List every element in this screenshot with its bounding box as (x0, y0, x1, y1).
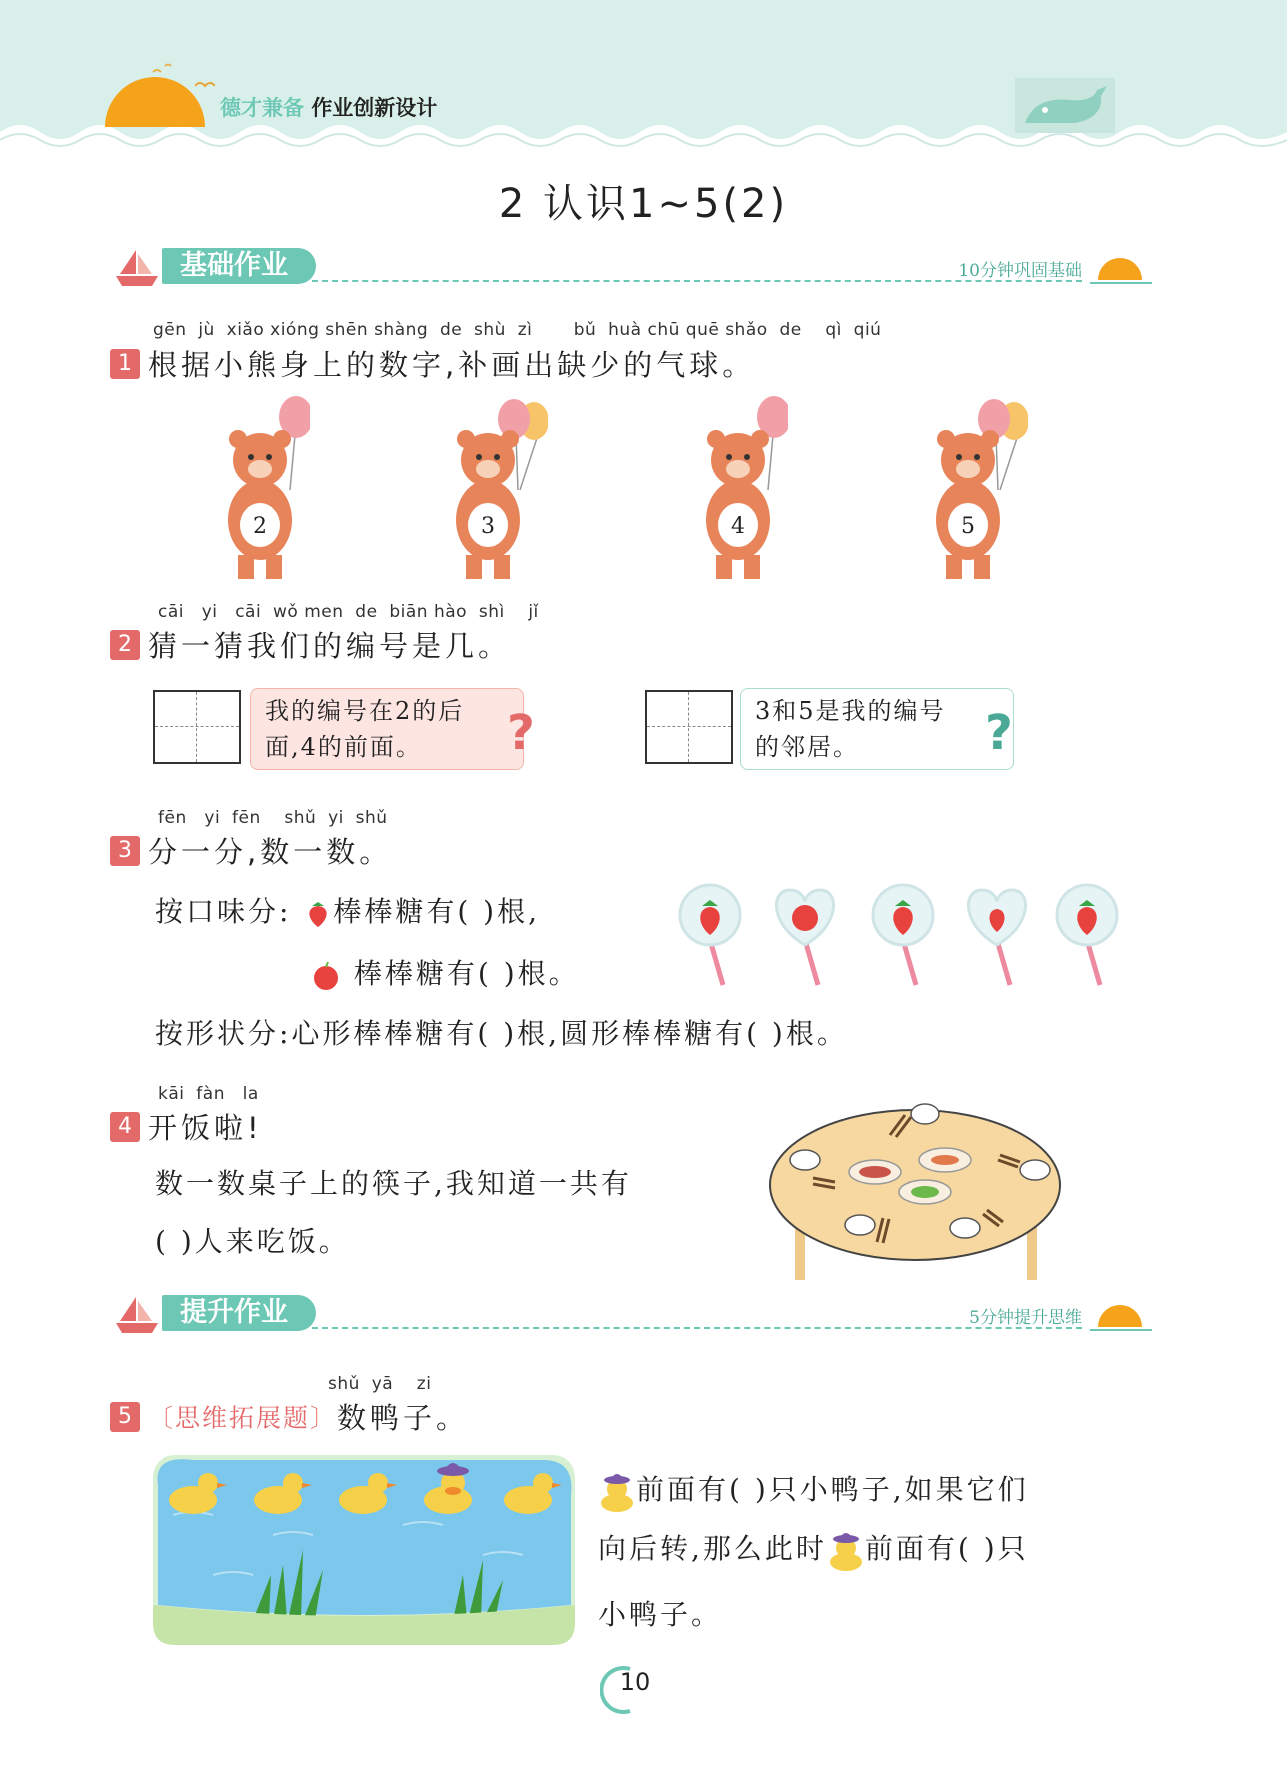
section-advanced-note: 5分钟提升思维 (969, 1308, 1082, 1328)
brand-part1: 德才兼备 (220, 96, 304, 120)
answer-box[interactable] (153, 690, 241, 764)
bear-number: 3 (481, 514, 495, 539)
bird-icon (195, 80, 215, 92)
sunset-icon (1090, 254, 1152, 288)
q5-line2 (598, 1527, 1029, 1572)
strawberry-icon (303, 899, 333, 929)
brand-part2: 作业创新设计 (311, 96, 438, 120)
section-basic-label: 基础作业 (162, 248, 316, 284)
q1-heading (110, 343, 755, 384)
q5-text: 数鸭子。 (337, 1401, 470, 1435)
q2-text: 猜一猜我们的编号是几。 (148, 629, 512, 663)
q5-number: 5 (110, 1402, 140, 1432)
bubble1-line2: 面,4的前面。 (265, 733, 422, 761)
boat-icon (112, 246, 162, 290)
round-strawberry-lollipop (1057, 885, 1117, 985)
apple-icon (310, 960, 342, 992)
page-title: 2 认识1~5(2) (498, 181, 789, 227)
section-advanced-label: 提升作业 (162, 1295, 316, 1331)
heart-strawberry-lollipop (968, 890, 1025, 985)
lollipop-group (675, 880, 1125, 990)
section-basic-note: 10分钟巩固基础 (958, 261, 1082, 281)
bear-number: 2 (253, 514, 267, 539)
sunset-icon (1090, 1301, 1152, 1335)
bubble1-line1: 我的编号在2的后 (265, 697, 465, 725)
q5-line2b-text: 前面有( )只 (864, 1532, 1029, 1565)
question-mark-icon: ? (507, 705, 535, 761)
q5-tag: 〔思维拓展题〕 (148, 1403, 338, 1433)
hat-duck-icon (598, 1471, 636, 1513)
bear-number: 5 (961, 514, 975, 539)
bear-with-balloon (438, 395, 548, 580)
q3-heading (110, 830, 392, 871)
q4-number: 4 (110, 1112, 140, 1142)
q1-number: 1 (110, 349, 140, 379)
round-strawberry-lollipop (680, 885, 740, 985)
q4-text: 开饭啦! (148, 1111, 263, 1145)
section-divider (312, 1327, 1082, 1329)
heart-apple-lollipop (776, 890, 833, 985)
duck-pond (153, 1455, 575, 1645)
q5-line3: 小鸭子。 (598, 1598, 723, 1631)
q3-flavor-prefix: 按口味分: (155, 895, 292, 928)
whale-icon (1015, 78, 1115, 133)
q5-pinyin: shǔ yā zi (328, 1374, 432, 1394)
q5-heading (110, 1396, 469, 1437)
hat-duck-icon (827, 1530, 865, 1572)
round-strawberry-lollipop (873, 885, 933, 985)
q3-text: 分一分,数一数。 (148, 835, 393, 869)
q4-line1: 数一数桌子上的筷子,我知道一共有 (155, 1167, 632, 1200)
answer-box[interactable] (645, 690, 733, 764)
q5-line1-text: 前面有( )只小鸭子,如果它们 (636, 1473, 1029, 1506)
question-mark-icon: ? (985, 705, 1013, 761)
boat-icon (112, 1293, 162, 1337)
q2-heading (110, 624, 511, 665)
section-advanced (112, 1293, 1152, 1337)
q4-line2: ( )人来吃饭。 (155, 1225, 350, 1258)
q4-heading (110, 1106, 263, 1147)
q1-text: 根据小熊身上的数字,补画出缺少的气球。 (148, 348, 756, 382)
speech-bubble-1 (250, 688, 524, 770)
q4-pinyin: kāi fàn la (158, 1084, 259, 1104)
bear-number: 4 (731, 514, 745, 539)
sun-icon (105, 62, 205, 132)
section-basic (112, 246, 1152, 290)
bear-with-balloon (210, 395, 310, 580)
q5-line1 (598, 1468, 1029, 1513)
q3-line2 (310, 952, 580, 992)
q3-apple-count: 棒棒糖有( )根。 (353, 957, 580, 990)
q5-line2a-text: 向后转,那么此时 (598, 1532, 827, 1565)
bear-with-balloon (688, 395, 788, 580)
q1-pinyin: gēn jù xiǎo xióng shēn shàng de shù zì bǔ huà chū quē shǎo de qì qiú (153, 320, 882, 340)
page-number: 10 (619, 1668, 651, 1696)
bubble2-line1: 3和5是我的编号 (755, 697, 946, 725)
bubble2-line2: 的邻居。 (755, 733, 859, 761)
q3-strawberry-count: 棒棒糖有( )根, (333, 895, 540, 928)
dining-table (765, 1100, 1065, 1282)
q3-pinyin: fēn yi fēn shǔ yi shǔ (158, 808, 388, 828)
q2-number: 2 (110, 630, 140, 660)
brand-title (220, 92, 437, 122)
q3-line1 (155, 890, 540, 930)
q3-line3: 按形状分:心形棒棒糖有( )根,圆形棒棒糖有( )根。 (155, 1017, 848, 1050)
bear-with-balloon (918, 395, 1028, 580)
q2-pinyin: cāi yi cāi wǒ men de biān hào shì jǐ (158, 602, 539, 622)
speech-bubble-2 (740, 688, 1014, 770)
q3-number: 3 (110, 836, 140, 866)
